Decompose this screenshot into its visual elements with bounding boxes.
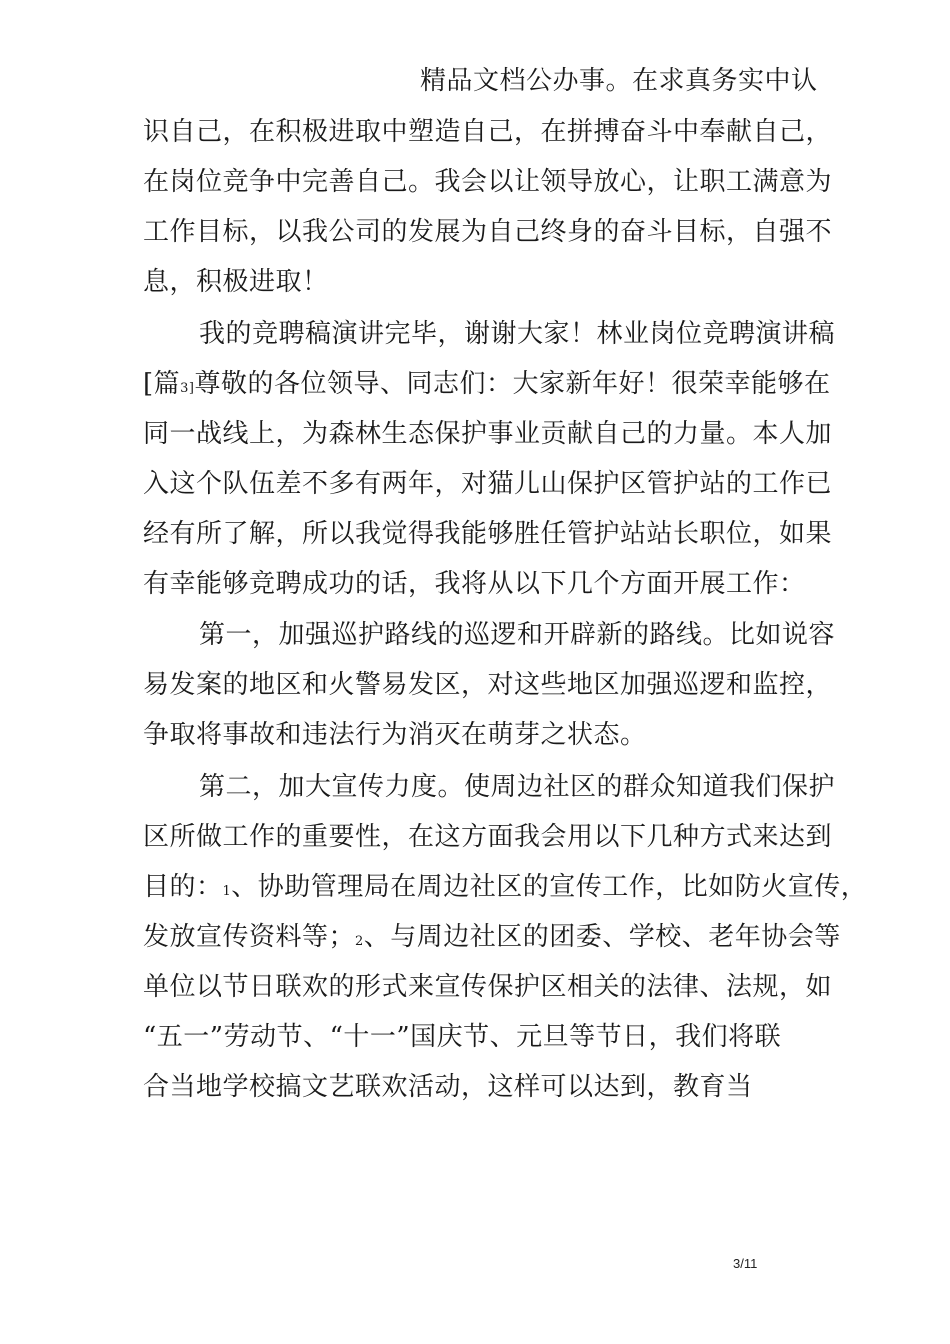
- text-line: 工作目标，以我公司的发展为自己终身的奋斗目标，自强不: [143, 217, 833, 247]
- text-line: “五一”劳动节、“十一”国庆节、元旦等节日，我们将联: [143, 1022, 782, 1052]
- text-line: 精品文档公办事。在求真务实中认: [420, 66, 818, 96]
- text-segment-small: 2: [355, 934, 364, 949]
- text-segment: 发放宣传资料等；: [143, 922, 356, 952]
- text-segment: 尊敬的各位领导、同志们：大家新年好！很荣幸能够在: [194, 369, 831, 399]
- text-line: 单位以节日联欢的形式来宣传保护区相关的法律、法规，如: [143, 972, 833, 1002]
- text-line: 有幸能够竞聘成功的话，我将从以下几个方面开展工作：: [143, 569, 806, 599]
- text-line: 第一，加强巡护路线的巡逻和开辟新的路线。比如说容: [199, 620, 836, 650]
- text-line: 区所做工作的重要性，在这方面我会用以下几种方式来达到: [143, 822, 833, 852]
- text-line: 经有所了解，所以我觉得我能够胜任管护站站长职位，如果: [143, 519, 833, 549]
- text-line: 合当地学校搞文艺联欢活动，这样可以达到，教育当: [143, 1072, 753, 1102]
- page-number: 3/11: [733, 1256, 758, 1271]
- text-segment: [篇: [143, 369, 181, 399]
- text-segment: 目的：: [143, 872, 223, 902]
- text-line: 第二，加大宣传力度。使周边社区的群众知道我们保护: [199, 772, 836, 802]
- text-line: 争取将事故和违法行为消灭在萌芽之状态。: [143, 720, 647, 750]
- text-line: 同一战线上，为森林生态保护事业贡献自己的力量。本人加: [143, 419, 833, 449]
- text-line: [143, 872, 867, 907]
- text-line: 入这个队伍差不多有两年，对猫儿山保护区管护站的工作已: [143, 469, 833, 499]
- text-line: 在岗位竞争中完善自己。我会以让领导放心，让职工满意为: [143, 167, 833, 197]
- text-segment: 、与周边社区的团委、学校、老年协会等: [363, 922, 841, 952]
- text-segment-small: 1: [222, 884, 232, 899]
- text-line: [143, 922, 841, 957]
- text-line: 息，积极进取！: [143, 267, 329, 297]
- text-line: 识自己，在积极进取中塑造自己，在拼搏奋斗中奉献自己，: [143, 117, 833, 147]
- text-segment-small: 3]: [180, 381, 195, 396]
- text-segment: 、协助管理局在周边社区的宣传工作，比如防火宣传，: [231, 872, 868, 902]
- text-line: 我的竞聘稿演讲完毕，谢谢大家！林业岗位竞聘演讲稿: [199, 319, 836, 349]
- text-line: 易发案的地区和火警易发区，对这些地区加强巡逻和监控，: [143, 670, 833, 700]
- text-line: [143, 369, 831, 404]
